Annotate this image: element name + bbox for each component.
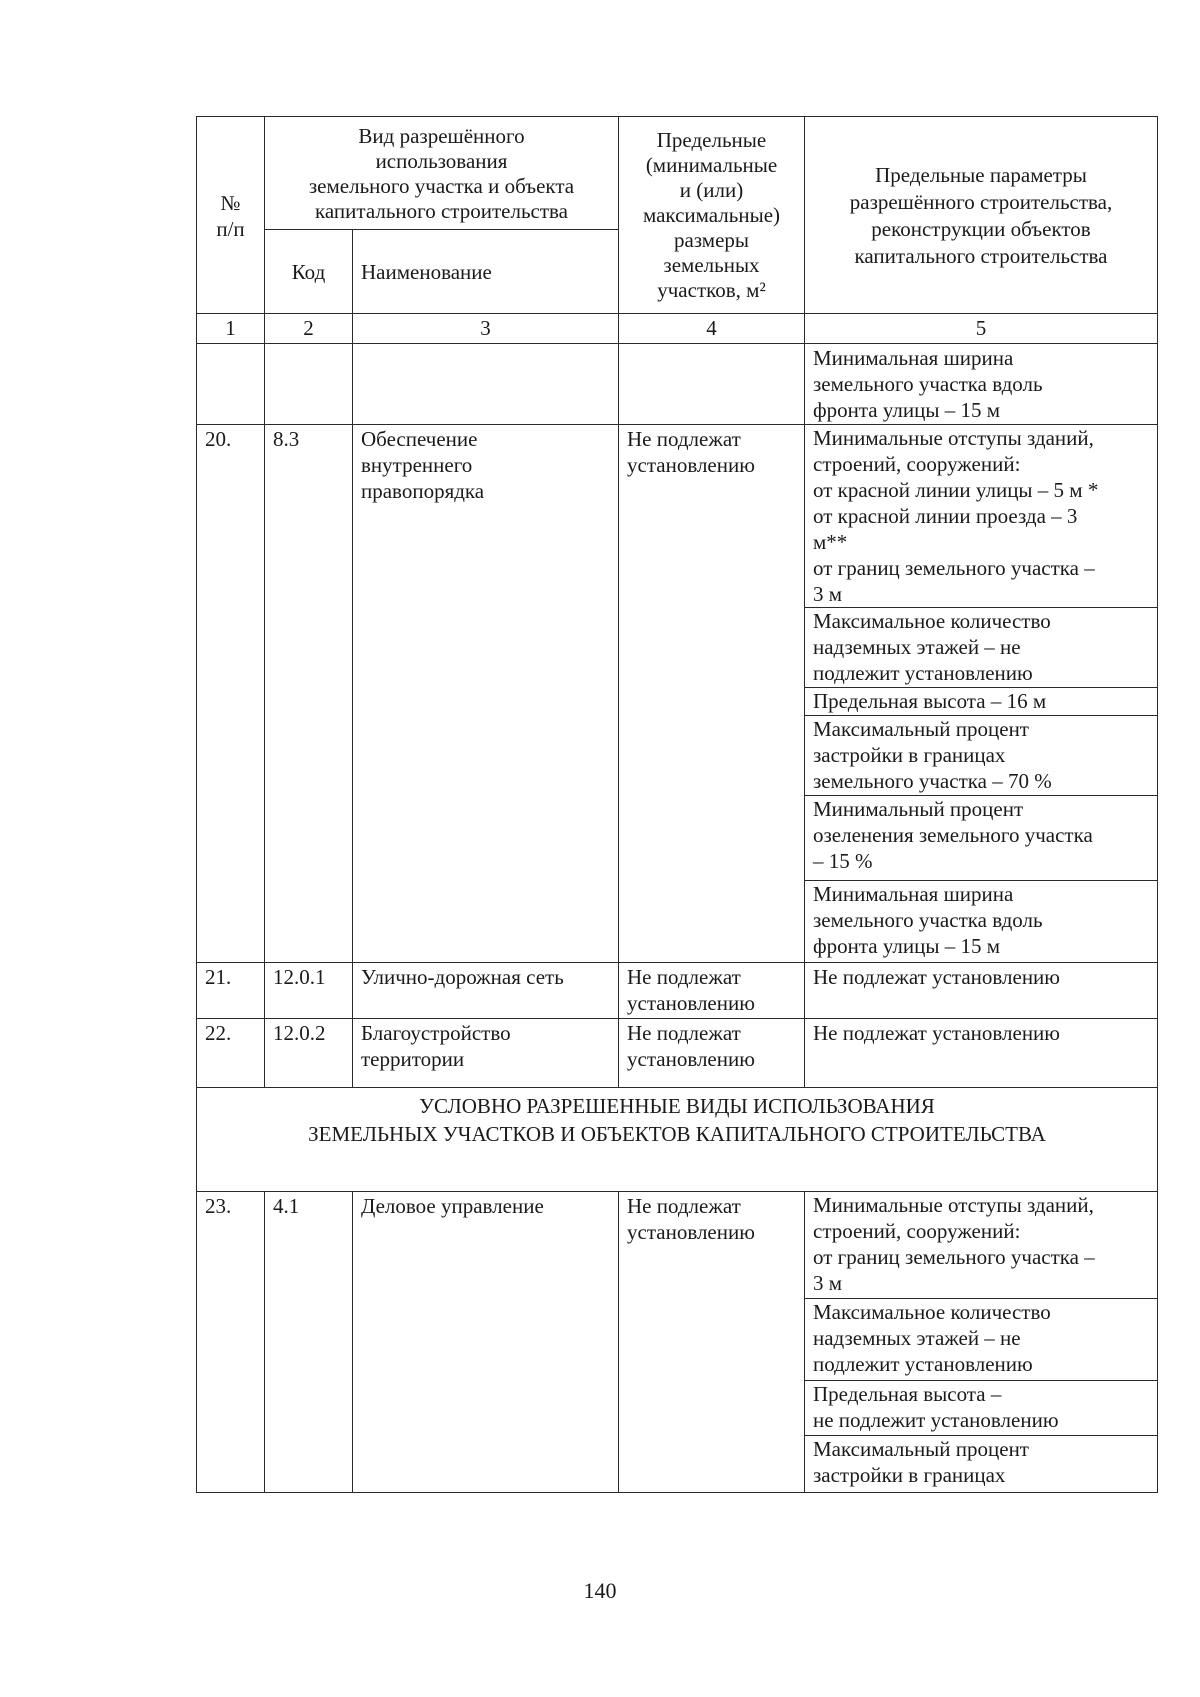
col-num-1: 1 <box>197 314 265 344</box>
cell-param: Не подлежат установлению <box>805 1018 1158 1087</box>
cell-code <box>265 344 353 425</box>
section-row <box>197 1087 1158 1191</box>
cell-size: Не подлежат установлению <box>619 1018 805 1087</box>
header-code: Код <box>265 230 353 314</box>
section-title: УСЛОВНО РАЗРЕШЕННЫЕ ВИДЫ ИСПОЛЬЗОВАНИЯ ЗЕМЕЛЬНЫХ УЧАСТКОВ И ОБЪЕКТОВ КАПИТАЛЬНОГО СТРОИТЕЛЬСТВА <box>197 1087 1158 1191</box>
header-name: Наименование <box>353 230 619 314</box>
param-item: Максимальный процент застройки в границах земельного участка – 70 % <box>805 716 1157 796</box>
col-num-4: 4 <box>619 314 805 344</box>
cell-code: 8.3 <box>265 425 353 963</box>
param-item: Максимальный процент застройки в границах <box>805 1436 1157 1492</box>
cell-num <box>197 344 265 425</box>
param-item: Минимальные отступы зданий, строений, сооружений: от границ земельного участка – 3 м <box>813 1192 1095 1295</box>
cell-name: Улично-дорожная сеть <box>353 962 619 1018</box>
cell-name: Обеспечение внутреннего правопорядка <box>353 425 619 963</box>
table-row <box>197 1018 1158 1087</box>
params-list <box>805 1192 1157 1492</box>
cell-name: Благоустройство территории <box>353 1018 619 1087</box>
cell-params <box>805 425 1158 963</box>
table-row <box>197 425 1158 963</box>
cell-code: 12.0.1 <box>265 962 353 1018</box>
col-num-3: 3 <box>353 314 619 344</box>
cell-code: 4.1 <box>265 1191 353 1492</box>
cell-code: 12.0.2 <box>265 1018 353 1087</box>
cell-num: 21. <box>197 962 265 1018</box>
col-num-2: 2 <box>265 314 353 344</box>
param-item: Максимальное количество надземных этажей – не подлежит установлению <box>805 1299 1157 1381</box>
zoning-table <box>196 116 1158 1493</box>
cell-name: Деловое управление <box>353 1191 619 1492</box>
header-vid: Вид разрешённого использования земельного участка и объекта капитального строительства <box>265 117 619 230</box>
param-item: Минимальный процент озеленения земельного участка – 15 % <box>805 796 1157 881</box>
cell-name <box>353 344 619 425</box>
header-params: Предельные параметры разрешённого строительства, реконструкции объектов капитального строительства <box>805 117 1158 314</box>
table-row <box>197 344 1158 425</box>
page-number: 140 <box>583 1578 617 1603</box>
cell-num: 23. <box>197 1191 265 1492</box>
cell-size: Не подлежат установлению <box>619 425 805 963</box>
header-sizes: Предельные (минимальные и (или) максимальные) размеры земельных участков, м² <box>619 117 805 314</box>
cell-param: Не подлежат установлению <box>805 962 1158 1018</box>
cell-size <box>619 344 805 425</box>
cell-num: 20. <box>197 425 265 963</box>
cell-param: Минимальная ширина земельного участка вдоль фронта улицы – 15 м <box>805 344 1158 425</box>
params-list <box>805 425 1157 962</box>
param-item: Максимальное количество надземных этажей – не подлежит установлению <box>805 608 1157 688</box>
param-item: Минимальные отступы зданий, строений, сооружений: от красной линии улицы – 5 м * от красной линии проезда – 3 м** от границ земельного участка – 3 м <box>813 426 1099 606</box>
param-item: Предельная высота – не подлежит установлению <box>805 1381 1157 1436</box>
col-num-5: 5 <box>805 314 1158 344</box>
header-num: № п/п <box>197 117 265 314</box>
table-row <box>197 1191 1158 1492</box>
column-numbers-row <box>197 314 1158 344</box>
param-item: Минимальная ширина земельного участка вдоль фронта улицы – 15 м <box>805 881 1157 962</box>
table-row <box>197 962 1158 1018</box>
param-item: Предельная высота – 16 м <box>805 688 1157 716</box>
cell-size: Не подлежат установлению <box>619 1191 805 1492</box>
cell-num: 22. <box>197 1018 265 1087</box>
cell-size: Не подлежат установлению <box>619 962 805 1018</box>
cell-params <box>805 1191 1158 1492</box>
